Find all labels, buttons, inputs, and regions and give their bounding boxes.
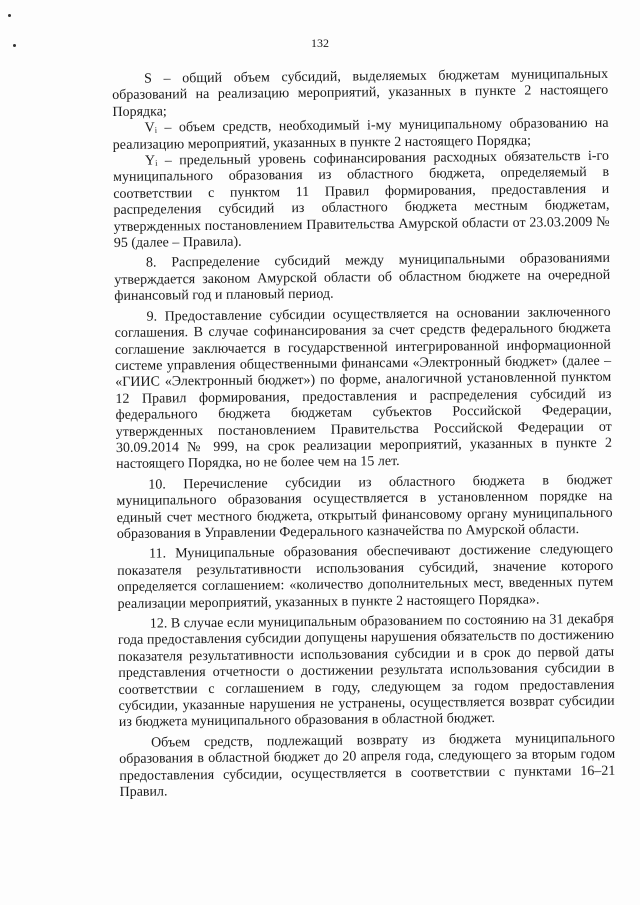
paragraph-9: 9. Предоставление субсидии осуществляется на основании заключенного соглашения. В случае софинансирования за счет средств федерального бюджета соглашение заключается в государственной интегрированной информационной системе управления общественными финансами «Электронный бюджет» (далее – «ГИИС «Электронный бюджет») по форме, аналогичной установленной пунктом 12 Правил формирования, предоставления и распределения субсидий из федерального бюджета бюджетам субъектов Российской Федерации, утвержденных постановлением Правительства Российской Федерации от 30.09.2014 № 999, на срок реализации мероприятий, указанных в пункте 2 настоящего Порядка, но не более чем на 15 лет.: [114, 304, 612, 473]
paragraph-y-definition: Yᵢ – предельный уровень софинансирования расходных обязательств i-го муниципального образования из областного бюджета, определяемый в соответствии с пунктом 11 Правил формирования, предоставления и распределения субсидий из областного бюджета местным бюджетам, утвержденных постановлением Правительства Амурской области от 23.03.2009 № 95 (далее – Правила).: [113, 148, 610, 252]
paragraph-s-definition: S – общий объем субсидий, выделяемых бюджетам муниципальных образований на реализацию мероприятий, указанных в пункте 2 настоящего Порядка;: [112, 66, 609, 120]
document-body: [112, 67, 616, 802]
paragraph-8: 8. Распределение субсидий между муниципальными образованиями утверждается законом Амурской области об областном бюджете на очередной финансовый год и плановый период.: [114, 251, 611, 305]
page-number: 132: [311, 36, 329, 50]
paragraph-11: 11. Муниципальные образования обеспечивают достижение следующего показателя результативности использования субсидий, значение которого определяется соглашением: «количество дополнительных мест, введенных путем реализации мероприятий, указанных в пункте 2 настоящего Порядка».: [117, 542, 614, 612]
paragraph-12: 12. В случае если муниципальным образованием по состоянию на 31 декабря года предоставления субсидии допущены нарушения обязательств по достижению показателя результативности использования субсидии и в срок до первой даты представления отчетности о достижении результата использования субсидии в соответствии с соглашением в году, следующем за годом предоставления субсидии, указанные нарушения не устранены, осуществляется возврат субсидии из бюджета муниципального образования в областной бюджет.: [117, 611, 615, 731]
paragraph-v-definition: Vᵢ – объем средств, необходимый i-му муниципальному образованию на реализацию мероприятий, указанных в пункте 2 настоящего Порядка;: [112, 116, 609, 153]
paragraph-10: 10. Перечисление субсидии из областного бюджета в бюджет муниципального образования осуществляется в установленном порядке на единый счет местного бюджета, открытый финансовому органу муниципального образования в Управлении Федерального казначейства по Амурской области.: [116, 472, 613, 542]
scan-artifact-dot: [8, 14, 11, 17]
paragraph-refund-volume: Объем средств, подлежащий возврату из бюджета муниципального образования в областной бюджет до 20 апреля года, следующего за вторым годом предоставления субсидии, осуществляется в соответствии с пунктами 16–21 Правил.: [119, 730, 616, 801]
